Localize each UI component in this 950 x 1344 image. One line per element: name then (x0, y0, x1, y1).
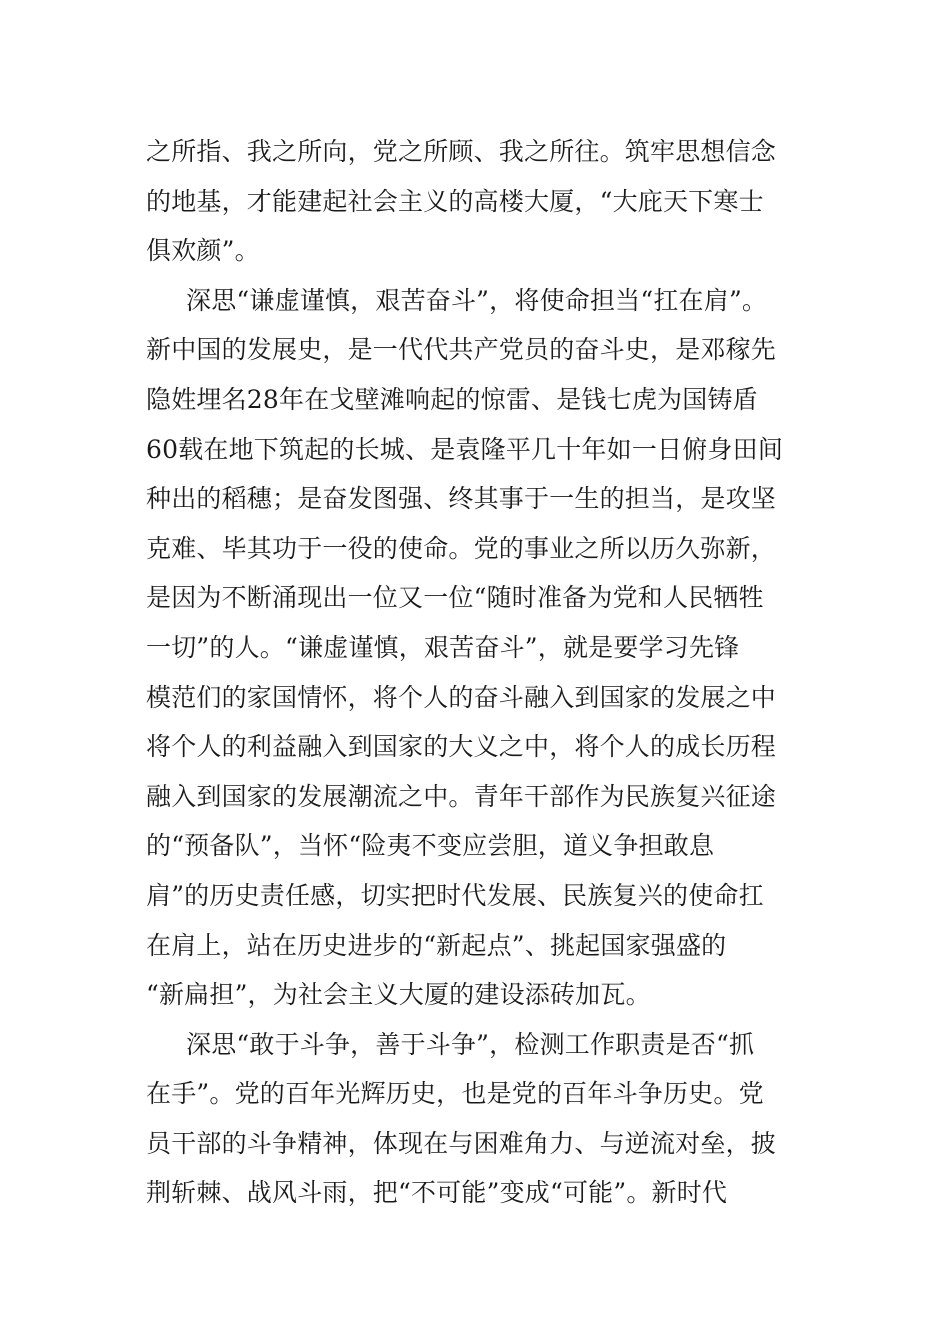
text-line: 种出的稻穗；是奋发图强、终其事于一生的担当，是攻坚 (146, 484, 777, 514)
paragraph-start-line: 深思“谦虚谨慎，艰苦奋斗”，将使命担当“扛在肩”。 (186, 285, 768, 315)
body-text (146, 127, 846, 1218)
paragraph-start-line: 深思“敢于斗争，善于斗争”，检测工作职责是否“抓 (186, 1029, 755, 1059)
text-line: 一切”的人。“谦虚谨慎，艰苦奋斗”，就是要学习先锋 (146, 632, 740, 662)
text-line: 新中国的发展史，是一代代共产党员的奋斗史，是邓稼先 (146, 335, 777, 365)
text-line: 在手”。党的百年光辉历史，也是党的百年斗争历史。党 (146, 1079, 764, 1109)
text-line: 荆斩棘、战风斗雨，把“不可能”变成“可能”。新时代 (146, 1178, 728, 1208)
text-line: 将个人的利益融入到国家的大义之中，将个人的成长历程 (146, 732, 777, 762)
text-line: 在肩上，站在历史进步的“新起点”、挑起国家强盛的 (146, 930, 727, 960)
text-line: 肩”的历史责任感，切实把时代发展、民族复兴的使命扛 (146, 880, 764, 910)
text-line: 之所指、我之所向，党之所顾、我之所往。筑牢思想信念 (146, 137, 777, 166)
text-line: 的“预备队”，当怀“险夷不变应尝胆，道义争担敢息 (146, 831, 715, 861)
text-line: 员干部的斗争精神，体现在与困难角力、与逆流对垒，披 (146, 1128, 777, 1158)
text-line: “新扁担”，为社会主义大厦的建设添砖加瓦。 (146, 980, 651, 1010)
text-line: 隐姓埋名28年在戈壁滩响起的惊雷、是钱七虎为国铸盾 (146, 384, 758, 414)
text-line: 的地基，才能建起社会主义的高楼大厦，“大庇天下寒士 (146, 186, 764, 216)
text-line: 是因为不断涌现出一位又一位“随时准备为党和人民牺牲 (146, 583, 764, 613)
text-line: 俱欢颜”。 (146, 236, 260, 266)
text-line: 融入到国家的发展潮流之中。青年干部作为民族复兴征途 (146, 781, 777, 811)
text-line: 克难、毕其功于一役的使命。党的事业之所以历久弥新， (146, 533, 777, 563)
text-line: 模范们的家国情怀，将个人的奋斗融入到国家的发展之中 (146, 682, 777, 712)
text-line: 60载在地下筑起的长城、是袁隆平几十年如一日俯身田间 (146, 434, 784, 464)
